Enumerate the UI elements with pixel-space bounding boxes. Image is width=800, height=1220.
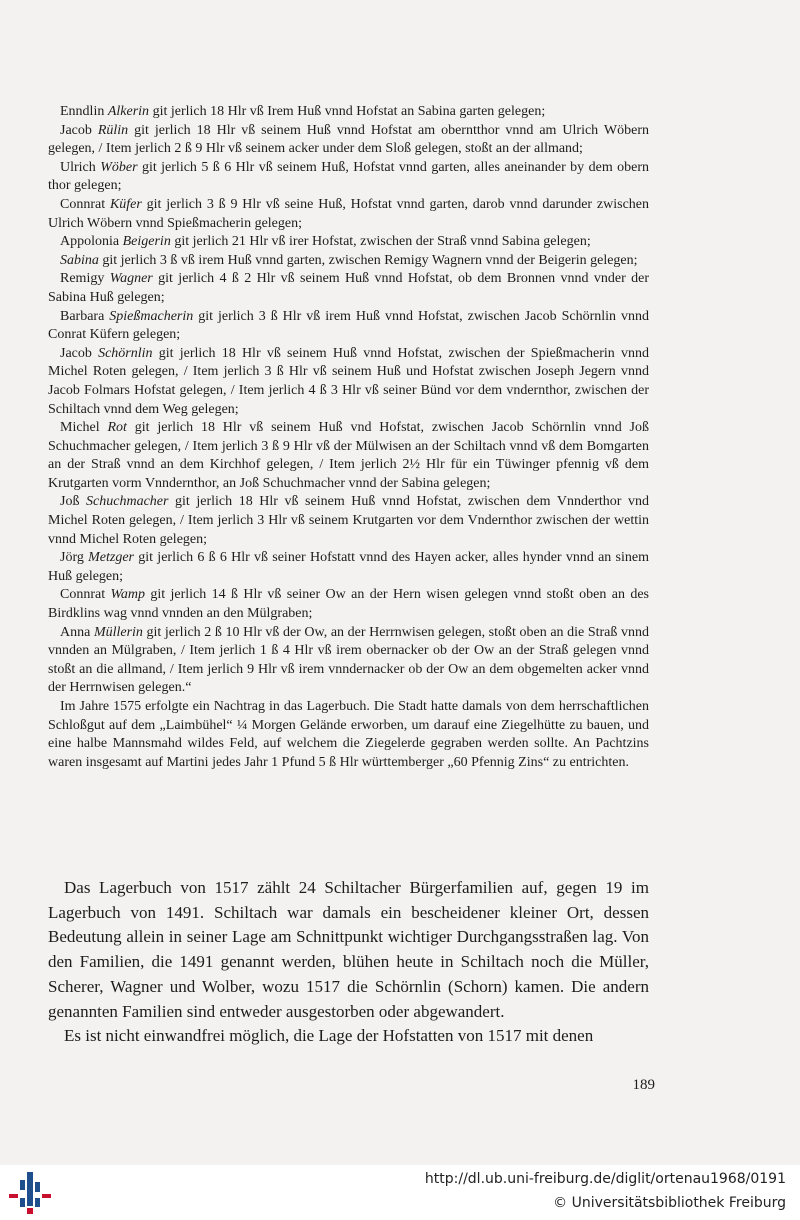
page-number: 189 xyxy=(632,1077,655,1093)
entry: Remigy Wagner git jerlich 4 ß 2 Hlr vß seinem Huß vnnd Hofstat, ob dem Bronnen vnnd vnder der Sabina Huß gelegen; xyxy=(48,271,649,305)
source-url-link[interactable]: http://dl.ub.uni-freiburg.de/diglit/ortenau1968/0191 xyxy=(424,1171,786,1187)
note-1575: Im Jahre 1575 erfolgte ein Nachtrag in das Lagerbuch. Die Stadt hatte damals von dem herrschaftlichen Schloßgut auf dem „Laimbühel“ ¼ Morgen Gelände erworben, um darauf eine Ziegelhütte zu bauen, und eine halbe Mannsmahd wildes Feld, auf welchem die Ziegelerde gegraben werden sollte. An Pachtzins waren insgesamt auf Martini jedes Jahr 1 Pfund 5 ß Hlr württemberger „60 Pfennig Zins“ zu entrichten. xyxy=(48,699,649,770)
entry: Connrat Wamp git jerlich 14 ß Hlr vß seiner Ow an der Hern wisen gelegen vnnd stoßt oben an des Birdklins wag vnnd vnnden an den Mülgraben; xyxy=(48,587,650,622)
entry: Ulrich Wöber git jerlich 5 ß 6 Hlr vß seinem Huß, Hofstat vnnd garten, alles aneinander by dem obern thor gelegen; xyxy=(48,159,650,194)
footer-bar xyxy=(0,1165,800,1220)
ub-freiburg-logo-icon xyxy=(8,1170,54,1216)
entry: Connrat Küfer git jerlich 3 ß 9 Hlr vß seine Huß, Hofstat vnnd garten, darob vnnd darunder zwischen Ulrich Wöbern vnnd Spießmacherin gelegen; xyxy=(48,196,649,231)
copyright-text: © Universitätsbibliothek Freiburg xyxy=(553,1195,786,1211)
body-text xyxy=(48,876,649,1049)
entry: Jacob Schörnlin git jerlich 18 Hlr vß seinem Huß vnnd Hofstat, zwischen der Spießmacherin vnnd Michel Roten gelegen, / Item jerlich 3 ß Hlr vß seinem Huß und Hofstat zwischen Joseph Jegern vnnd Jacob Folmars Hofstat gelegen, / Item jerlich 4 ß 3 Hlr vß seiner Bünd vor dem vndernthor, zwischen der Schiltach vnnd dem Weg gelegen; xyxy=(48,345,649,417)
entry: Jörg Metzger git jerlich 6 ß 6 Hlr vß seiner Hofstatt vnnd des Hayen acker, alles hynder vnnd an sinem Huß gelegen; xyxy=(48,550,649,584)
entry: Enndlin Alkerin git jerlich 18 Hlr vß Irem Huß vnnd Hofstat an Sabina garten gelegen; xyxy=(60,104,546,119)
entry: Joß Schuchmacher git jerlich 18 Hlr vß seinem Huß vnnd Hofstat, zwischen dem Vnnderthor vnd Michel Roten gelegen, / Item jerlich 3 Hlr vß seinem Krutgarten vor dem Vndernthor zwischen der wettin vnnd Michel Roten gelegen; xyxy=(48,494,649,547)
entry: Anna Müllerin git jerlich 2 ß 10 Hlr vß der Ow, an der Herrnwisen gelegen, stoßt oben an die Straß vnnd vnnden an Mülgraben, / Item jerlich 1 ß 4 Hlr vß irem obernacker ob der Ow an der Straß gelegen vnnd stoßt an die allmand, / Item jerlich 9 Hlr vß irem vnndernacker ob der Ow an dem obgemelten acker vnnd der Herrnwisen gelegen.“ xyxy=(48,624,649,696)
entry: Jacob Rülin git jerlich 18 Hlr vß seinem Huß vnnd Hofstat am oberntthor vnnd am Ulrich Wöbern gelegen, / Item jerlich 2 ß 9 Hlr vß seinem acker under dem Sloß gelegen, stoßt an der allmand; xyxy=(48,122,649,157)
paragraph: Das Lagerbuch von 1517 zählt 24 Schiltacher Bürgerfamilien auf, gegen 19 im Lagerbuch von 1491. Schiltach war damals ein bescheidener kleiner Ort, dessen Bedeutung allein in seiner Lage am Schnittpunkt wichtiger Durchgangsstraßen lag. Von den Familien, die 1491 genannt werden, blühen heute in Schiltach noch die Müller, Scherer, Wagner und Wolber, wozu 1517 die Schörnlin (Schorn) kamen. Die andern genannten Familien sind entweder ausgestorben oder abgewandert. xyxy=(48,878,649,1021)
entry: Barbara Spießmacherin git jerlich 3 ß Hlr vß irem Huß vnnd Hofstat, zwischen Jacob Schörnlin vnnd Conrat Küfern gelegen; xyxy=(48,308,649,343)
entry: Appolonia Beigerin git jerlich 21 Hlr vß irer Hofstat, zwischen der Straß vnnd Sabina gelegen; xyxy=(60,234,591,250)
entry: Sabina git jerlich 3 ß vß irem Huß vnnd garten, zwischen Remigy Wagnern vnnd der Beigerin gelegen; xyxy=(60,252,638,268)
lagerbuch-entries xyxy=(48,103,649,772)
paragraph: Es ist nicht einwandfrei möglich, die Lage der Hofstatten von 1517 mit denen xyxy=(64,1026,594,1046)
entry: Michel Rot git jerlich 18 Hlr vß seinem Huß vnd Hofstat, zwischen Jacob Schörnlin vnnd Joß Schuchmacher gelegen, / Item jerlich 3 ß 9 Hlr vß der Mülwisen an der Schiltach vnnd vß dem Bomgarten an der Straß vnnd an dem Kirchhof gelegen, / Item jerlich 2½ Hlr für ein Tüwinger pfennig vß dem Krutgarten vorm Vnndernthor, an Joß Schuchmacher vnnd der Sabina gelegen; xyxy=(48,420,649,491)
